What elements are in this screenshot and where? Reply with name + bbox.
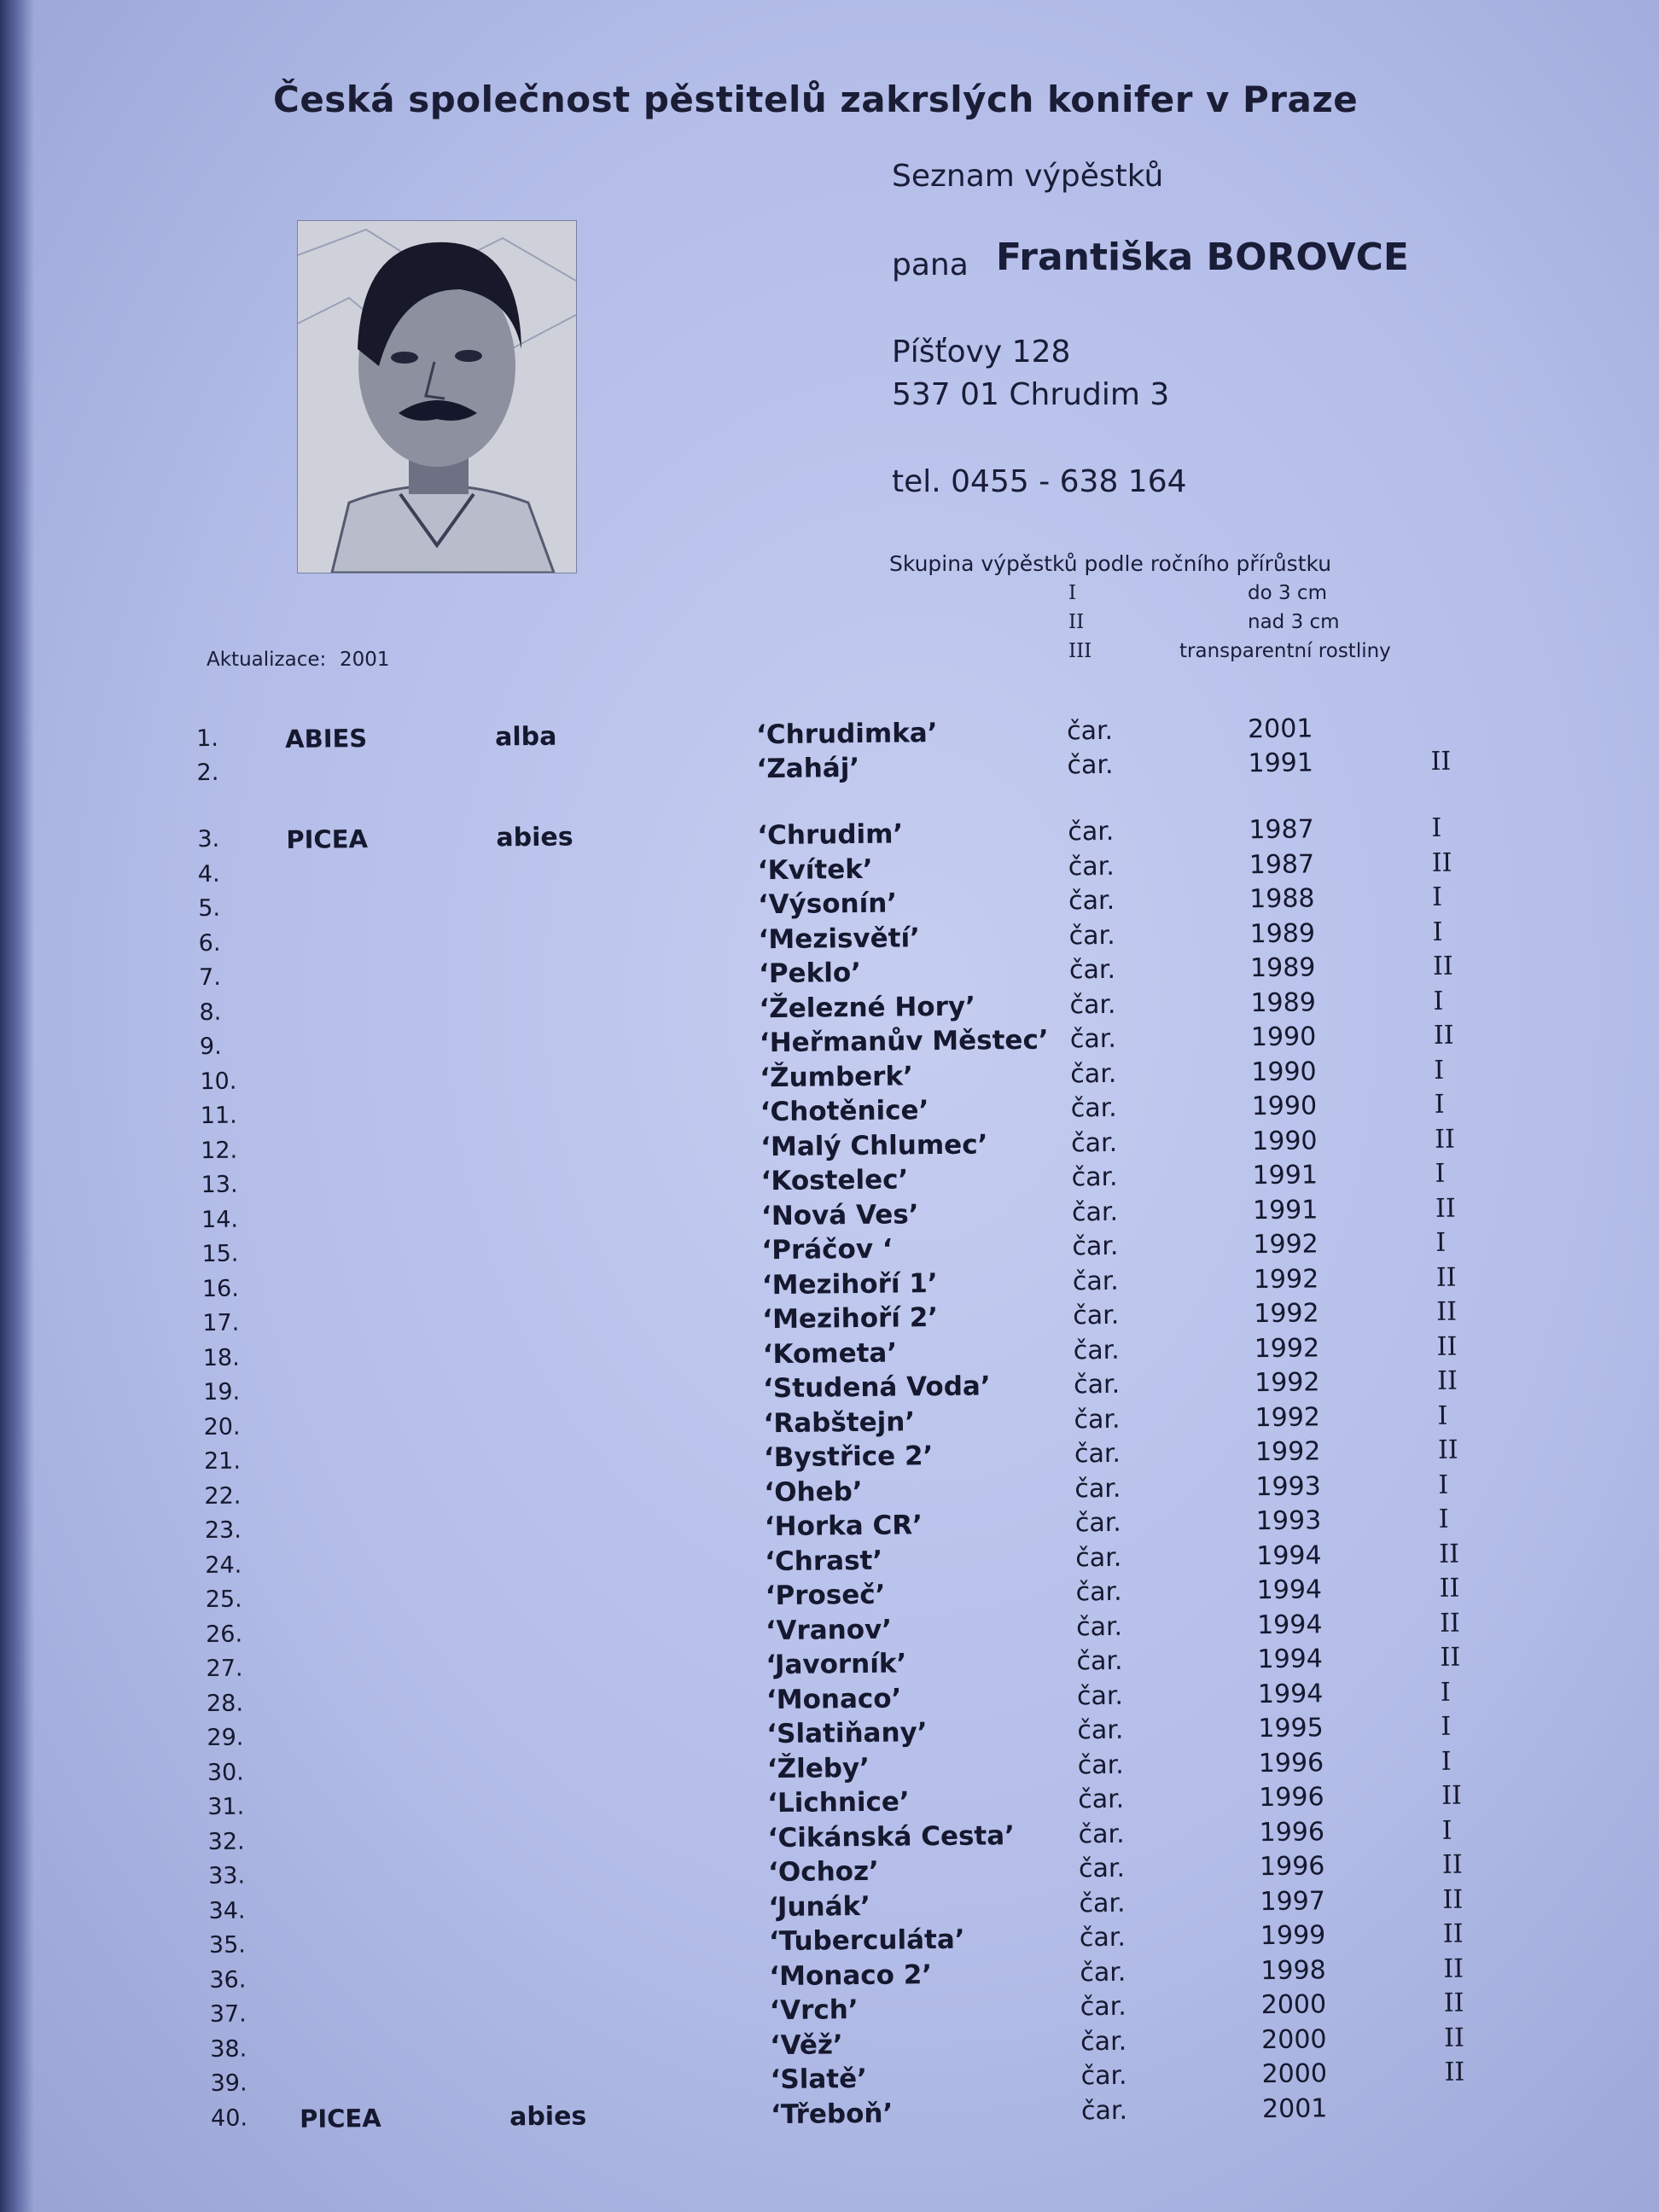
row-number: 11.: [200, 1102, 237, 1130]
growth-group: II: [1430, 746, 1452, 777]
growth-group: I: [1431, 812, 1442, 843]
year: 2000: [1260, 1989, 1327, 2021]
row-number: 18.: [202, 1344, 240, 1371]
list-label: Seznam výpěstků: [892, 159, 1164, 194]
row-number: 31.: [207, 1793, 245, 1821]
origin-abbrev: čar.: [1067, 749, 1114, 781]
origin-abbrev: čar.: [1071, 1161, 1118, 1193]
year: 1995: [1258, 1713, 1324, 1744]
origin-abbrev: čar.: [1079, 1888, 1126, 1918]
salutation: pana: [892, 247, 969, 282]
growth-group: II: [1439, 1573, 1460, 1604]
cultivar-name: ‘Žleby’: [766, 1752, 870, 1784]
growth-group: I: [1438, 1470, 1449, 1500]
origin-abbrev: čar.: [1070, 1058, 1117, 1089]
origin-abbrev: čar.: [1078, 1819, 1125, 1849]
year: 1987: [1249, 848, 1315, 880]
cultivar-name: ‘Malý Chlumec’: [760, 1128, 988, 1162]
year: 1999: [1260, 1920, 1326, 1952]
growth-group: II: [1440, 1642, 1461, 1673]
origin-abbrev: čar.: [1074, 1507, 1122, 1539]
cultivar-name: ‘Monaco 2’: [769, 1959, 933, 1992]
growth-group: I: [1433, 986, 1444, 1016]
row-number: 23.: [204, 1516, 242, 1545]
year: 2000: [1261, 2058, 1328, 2090]
row-number: 39.: [210, 2069, 247, 2098]
row-number: 34.: [208, 1897, 246, 1924]
origin-abbrev: čar.: [1068, 851, 1115, 882]
growth-group: I: [1435, 1158, 1446, 1189]
cultivar-name: ‘Chotěnice’: [760, 1095, 929, 1128]
cultivar-name: ‘Bystřice 2’: [763, 1441, 934, 1474]
year: 1992: [1253, 1229, 1318, 1260]
origin-abbrev: čar.: [1071, 1196, 1119, 1227]
row-number: 17.: [202, 1309, 240, 1337]
origin-abbrev: čar.: [1070, 1127, 1118, 1158]
origin-abbrev: čar.: [1066, 715, 1114, 747]
row-number: 5.: [198, 894, 221, 923]
row-number: 38.: [210, 2035, 247, 2063]
origin-abbrev: čar.: [1080, 1957, 1126, 1988]
genus: PICEA: [299, 2103, 381, 2133]
origin-abbrev: čar.: [1075, 1542, 1122, 1573]
growth-group: I: [1434, 1089, 1445, 1120]
cultivar-name: ‘Kostelec’: [760, 1164, 909, 1197]
row-number: 16.: [201, 1275, 240, 1302]
cultivar-name: ‘Slatě’: [770, 2063, 868, 2096]
cultivar-name: ‘Žumberk’: [760, 1060, 914, 1093]
document-title: Česká společnost pěstitelů zakrslých konifer v Praze: [273, 79, 1359, 120]
row-number: 19.: [203, 1378, 241, 1406]
row-number: 13.: [201, 1171, 238, 1199]
origin-abbrev: čar.: [1074, 1473, 1121, 1504]
growth-group: II: [1435, 1193, 1456, 1224]
cultivar-name: ‘Cikánská Cesta’: [767, 1819, 1016, 1854]
cultivar-name: ‘Mezisvětí’: [758, 922, 921, 955]
origin-abbrev: čar.: [1069, 1023, 1117, 1055]
growth-group: II: [1433, 1020, 1454, 1051]
row-number: 20.: [203, 1413, 241, 1441]
origin-abbrev: čar.: [1080, 2095, 1128, 2126]
cultivar-name: ‘Slatiňany’: [766, 1717, 928, 1750]
origin-abbrev: čar.: [1073, 1335, 1120, 1365]
growth-group: I: [1432, 882, 1443, 912]
growth-group: I: [1440, 1677, 1451, 1708]
cultivar-name: ‘Výsonín’: [758, 888, 898, 921]
origin-abbrev: čar.: [1079, 1922, 1126, 1953]
origin-abbrev: čar.: [1068, 954, 1116, 986]
row-number: 10.: [200, 1068, 237, 1095]
cultivar-name: ‘Železné Hory’: [759, 991, 976, 1024]
year: 1996: [1259, 1782, 1324, 1813]
cultivar-name: ‘Chrudimka’: [755, 718, 938, 751]
year: 1996: [1258, 1747, 1324, 1778]
portrait-photo: [297, 220, 577, 573]
year: 2001: [1247, 713, 1313, 745]
year: 1991: [1252, 1194, 1318, 1225]
year: 1987: [1249, 814, 1314, 846]
year: 1997: [1260, 1885, 1326, 1917]
origin-abbrev: čar.: [1073, 1369, 1121, 1400]
row-number: 4.: [197, 860, 220, 888]
growth-group: II: [1442, 1884, 1464, 1915]
legend-code-2: II: [1068, 611, 1085, 633]
origin-abbrev: čar.: [1068, 885, 1115, 917]
row-number: 2.: [196, 759, 219, 787]
row-number: 1.: [196, 725, 219, 753]
update-year: 2001: [340, 649, 390, 671]
cultivar-name: ‘Heřmanův Městec’: [759, 1024, 1049, 1059]
year: 1990: [1251, 1091, 1318, 1122]
year: 1996: [1259, 1851, 1325, 1883]
row-number: 35.: [208, 1931, 247, 1959]
cultivar-list: [0, 710, 1659, 2178]
breeder-name: Františka BOROVCE: [996, 236, 1409, 279]
row-number: 22.: [204, 1482, 242, 1510]
cultivar-name: ‘Mezihoří 1’: [761, 1267, 938, 1301]
growth-group: II: [1437, 1435, 1458, 1465]
cultivar-name: ‘Javorník’: [765, 1648, 907, 1681]
cultivar-name: ‘Junák’: [768, 1890, 871, 1923]
row-number: 14.: [201, 1206, 239, 1233]
genus: PICEA: [286, 824, 369, 855]
origin-abbrev: čar.: [1069, 989, 1116, 1020]
origin-abbrev: čar.: [1072, 1266, 1120, 1296]
year: 1990: [1251, 1125, 1318, 1156]
address-city: 537 01 Chrudim 3: [892, 377, 1170, 412]
row-number: 3.: [197, 825, 220, 853]
origin-abbrev: čar.: [1068, 816, 1115, 847]
year: 1990: [1250, 1022, 1317, 1053]
year: 1992: [1253, 1263, 1319, 1295]
row-number: 7.: [198, 963, 222, 992]
row-number: 15.: [201, 1240, 239, 1268]
cultivar-name: ‘Chrast’: [765, 1545, 883, 1577]
row-number: 27.: [206, 1655, 243, 1683]
year: 1992: [1254, 1332, 1320, 1364]
year: 2000: [1261, 2023, 1327, 2055]
growth-group: II: [1439, 1539, 1460, 1569]
row-number: 29.: [207, 1724, 244, 1752]
row-number: 25.: [205, 1586, 242, 1614]
cultivar-name: ‘Věž’: [770, 2029, 843, 2061]
genus: ABIES: [284, 724, 368, 754]
growth-group: II: [1444, 2057, 1465, 2087]
cultivar-name: ‘Proseč’: [765, 1579, 886, 1612]
year: 2001: [1261, 2093, 1328, 2124]
year: 1993: [1255, 1470, 1321, 1502]
cultivar-name: ‘Rabštejn’: [763, 1406, 916, 1439]
growth-group: I: [1434, 1055, 1445, 1086]
legend-heading: Skupina výpěstků podle ročního přírůstku: [889, 551, 1332, 576]
cultivar-name: ‘Lichnice’: [767, 1786, 910, 1819]
row-number: 33.: [207, 1862, 246, 1890]
species: abies: [509, 2100, 587, 2132]
growth-group: II: [1444, 2023, 1465, 2053]
row-number: 6.: [198, 929, 221, 957]
row-number: 37.: [209, 2000, 247, 2029]
cultivar-name: ‘Třeboň’: [770, 2098, 894, 2130]
origin-abbrev: čar.: [1078, 1853, 1126, 1884]
address-street: Píšťovy 128: [892, 335, 1071, 370]
growth-group: II: [1434, 1124, 1456, 1155]
origin-abbrev: čar.: [1068, 920, 1115, 951]
origin-abbrev: čar.: [1075, 1576, 1122, 1608]
row-number: 30.: [207, 1759, 244, 1786]
year: 1991: [1252, 1160, 1318, 1191]
growth-group: II: [1436, 1331, 1458, 1362]
growth-group: II: [1443, 1988, 1464, 2018]
legend-desc-2: nad 3 cm: [1248, 611, 1340, 633]
portrait-illustration: [298, 221, 576, 573]
growth-group: II: [1441, 1780, 1463, 1811]
origin-abbrev: čar.: [1070, 1092, 1117, 1124]
growth-group: I: [1441, 1711, 1452, 1742]
year: 1994: [1257, 1644, 1324, 1675]
row-number: 36.: [209, 1966, 247, 1994]
year: 1996: [1259, 1816, 1325, 1848]
growth-group: II: [1436, 1296, 1458, 1327]
row-number: 32.: [207, 1828, 245, 1855]
row-number: 24.: [205, 1551, 242, 1579]
origin-abbrev: čar.: [1080, 2060, 1127, 2092]
cultivar-name: ‘Ochoz’: [767, 1855, 879, 1889]
growth-group: II: [1439, 1608, 1460, 1639]
year: 1989: [1249, 917, 1316, 949]
growth-group: I: [1438, 1504, 1449, 1534]
cultivar-name: ‘Zaháj’: [756, 752, 860, 785]
cultivar-name: ‘Tuberculáta’: [768, 1924, 965, 1958]
legend-desc-3: transparentní rostliny: [1179, 640, 1391, 662]
cultivar-name: ‘Práčov ‘: [761, 1233, 893, 1266]
growth-group: II: [1441, 1849, 1463, 1880]
cultivar-name: ‘Chrudim’: [757, 818, 904, 852]
origin-abbrev: čar.: [1080, 2026, 1127, 2057]
year: 1994: [1257, 1678, 1324, 1709]
year: 1992: [1254, 1436, 1321, 1468]
row-number: 12.: [201, 1137, 238, 1164]
year: 1994: [1256, 1540, 1322, 1571]
cultivar-name: ‘Nová Ves’: [760, 1198, 919, 1231]
origin-abbrev: čar.: [1075, 1611, 1123, 1642]
origin-abbrev: čar.: [1072, 1231, 1119, 1262]
growth-group: II: [1435, 1262, 1457, 1293]
row-number: 8.: [199, 998, 222, 1026]
year: 1989: [1249, 952, 1316, 984]
growth-group: I: [1437, 1400, 1448, 1431]
cultivar-name: ‘Kometa’: [762, 1337, 898, 1370]
year: 1993: [1255, 1505, 1322, 1537]
year: 1990: [1251, 1056, 1317, 1087]
cultivar-name: ‘Kvítek’: [757, 853, 873, 886]
row-number: 28.: [206, 1690, 244, 1717]
growth-group: II: [1443, 1953, 1464, 1984]
row-number: 9.: [199, 1033, 222, 1061]
growth-group: II: [1442, 1918, 1464, 1949]
year: 1992: [1254, 1401, 1321, 1433]
row-number: 26.: [205, 1621, 243, 1648]
growth-group: II: [1431, 847, 1452, 878]
row-number: 40.: [210, 2104, 248, 2132]
growth-group: II: [1432, 951, 1453, 981]
growth-group: I: [1432, 917, 1443, 947]
species: abies: [496, 822, 573, 853]
growth-group: II: [1436, 1365, 1458, 1396]
year: 1988: [1249, 883, 1315, 915]
year: 1994: [1256, 1575, 1323, 1606]
year: 1991: [1248, 748, 1314, 779]
year: 1992: [1254, 1298, 1319, 1330]
legend-code-1: I: [1068, 582, 1077, 604]
cultivar-name: ‘Studená Voda’: [762, 1371, 991, 1405]
phone-number: tel. 0455 - 638 164: [892, 464, 1187, 499]
update-label: Aktualizace:: [207, 649, 327, 671]
year: 1994: [1256, 1609, 1323, 1640]
origin-abbrev: čar.: [1080, 1991, 1126, 2023]
origin-abbrev: čar.: [1076, 1645, 1123, 1677]
species: alba: [494, 721, 557, 753]
cultivar-name: ‘Monaco’: [765, 1683, 902, 1715]
origin-abbrev: čar.: [1077, 1714, 1124, 1746]
growth-group: I: [1441, 1746, 1452, 1777]
growth-group: I: [1435, 1227, 1447, 1258]
origin-abbrev: čar.: [1076, 1680, 1124, 1711]
legend-code-3: III: [1068, 640, 1092, 662]
origin-abbrev: čar.: [1073, 1300, 1120, 1331]
cultivar-name: ‘Peklo’: [758, 957, 862, 990]
cultivar-name: ‘Vrch’: [769, 1994, 859, 2027]
legend-desc-1: do 3 cm: [1248, 582, 1327, 604]
cultivar-name: ‘Oheb’: [764, 1476, 863, 1508]
cultivar-name: ‘Mezihoří 2’: [762, 1302, 939, 1336]
cultivar-name: ‘Horka CR’: [764, 1510, 923, 1543]
year: 1992: [1254, 1367, 1320, 1399]
cultivar-name: ‘Vranov’: [765, 1614, 893, 1646]
origin-abbrev: čar.: [1074, 1438, 1121, 1470]
origin-abbrev: čar.: [1078, 1784, 1125, 1815]
year: 1989: [1250, 987, 1317, 1018]
origin-abbrev: čar.: [1074, 1404, 1121, 1435]
row-number: 21.: [203, 1447, 242, 1476]
year: 1998: [1260, 1954, 1326, 1986]
growth-group: I: [1441, 1815, 1452, 1846]
origin-abbrev: čar.: [1077, 1749, 1124, 1780]
